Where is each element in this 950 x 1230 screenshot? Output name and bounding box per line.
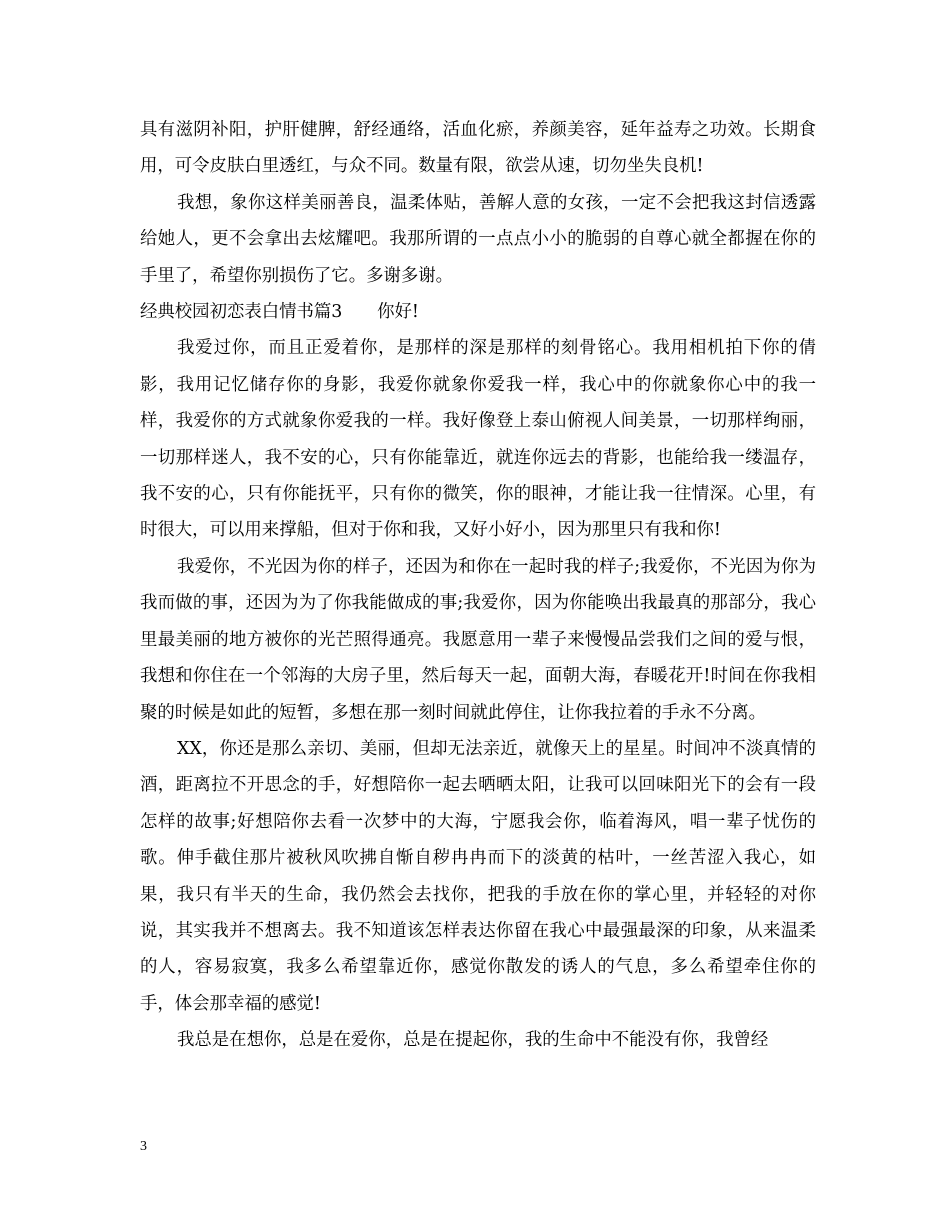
page-number: 3 (140, 1139, 147, 1154)
paragraph: 我想，象你这样美丽善良，温柔体贴，善解人意的女孩，一定不会把我这封信透露给她人，更不会拿出去炫耀吧。我那所谓的一点点小小的脆弱的自尊心就全都握在你的手里了，希望你别损伤了它。多谢多谢。 (140, 192, 816, 286)
paragraph: XX，你还是那么亲切、美丽，但却无法亲近，就像天上的星星。时间冲不淡真情的酒，距离拉不开思念的手，好想陪你一起去晒晒太阳，让我可以回味阳光下的会有一段怎样的故事;好想陪你去看一次梦中的大海，宁愿我会你，临着海风，唱一辈子忧伤的歌。伸手截住那片被秋风吹拂自惭自秽冉冉而下的淡黄的枯叶，一丝苦涩入我心，如果，我只有半天的生命，我仍然会去找你，把我的手放在你的掌心里，并轻轻的对你说，其实我并不想离去。我不知道该怎样表达你留在我心中最强最深的印象，从来温柔的人，容易寂寞，我多么希望靠近你，感觉你散发的诱人的气息，多么希望牵住你的手，体会那幸福的感觉! (140, 738, 816, 1014)
paragraph-continuation: 具有滋阴补阳，护肝健脾，舒经通络，活血化瘀，养颜美容，延年益寿之功效。长期食用，可令皮肤白里透红，与众不同。数量有限，欲尝从速，切勿坐失良机! (140, 120, 816, 177)
document-body (140, 112, 816, 1059)
paragraph: 我总是在想你，总是在爱你，总是在提起你，我的生命中不能没有你，我曾经 (177, 1030, 769, 1051)
section-heading: 经典校园初恋表白情书篇3 你好! (140, 302, 419, 323)
paragraph: 我爱你，不光因为你的样子，还因为和你在一起时我的样子;我爱你，不光因为你为我而做的事，还因为为了你我能做成的事;我爱你，因为你能唤出我最真的那部分，我心里最美丽的地方被你的光芒照得通亮。我愿意用一辈子来慢慢品尝我们之间的爱与恨，我想和你住在一个邻海的大房子里，然后每天一起，面朝大海，春暖花开!时间在你我相聚的时候是如此的短暂，多想在那一刻时间就此停住，让你我拉着的手永不分离。 (140, 556, 816, 723)
paragraph: 我爱过你，而且正爱着你，是那样的深是那样的刻骨铭心。我用相机拍下你的倩影，我用记忆储存你的身影，我爱你就象你爱我一样，我心中的你就象你心中的我一样，我爱你的方式就象你爱我的一样。我好像登上泰山俯视人间美景，一切那样绚丽，一切那样迷人，我不安的心，只有你能靠近，就连你远去的背影，也能给我一缕温存，我不安的心，只有你能抚平，只有你的微笑，你的眼神，才能让我一往情深。心里，有时很大，可以用来撑船，但对于你和我，又好小好小，因为那里只有我和你! (140, 338, 816, 541)
